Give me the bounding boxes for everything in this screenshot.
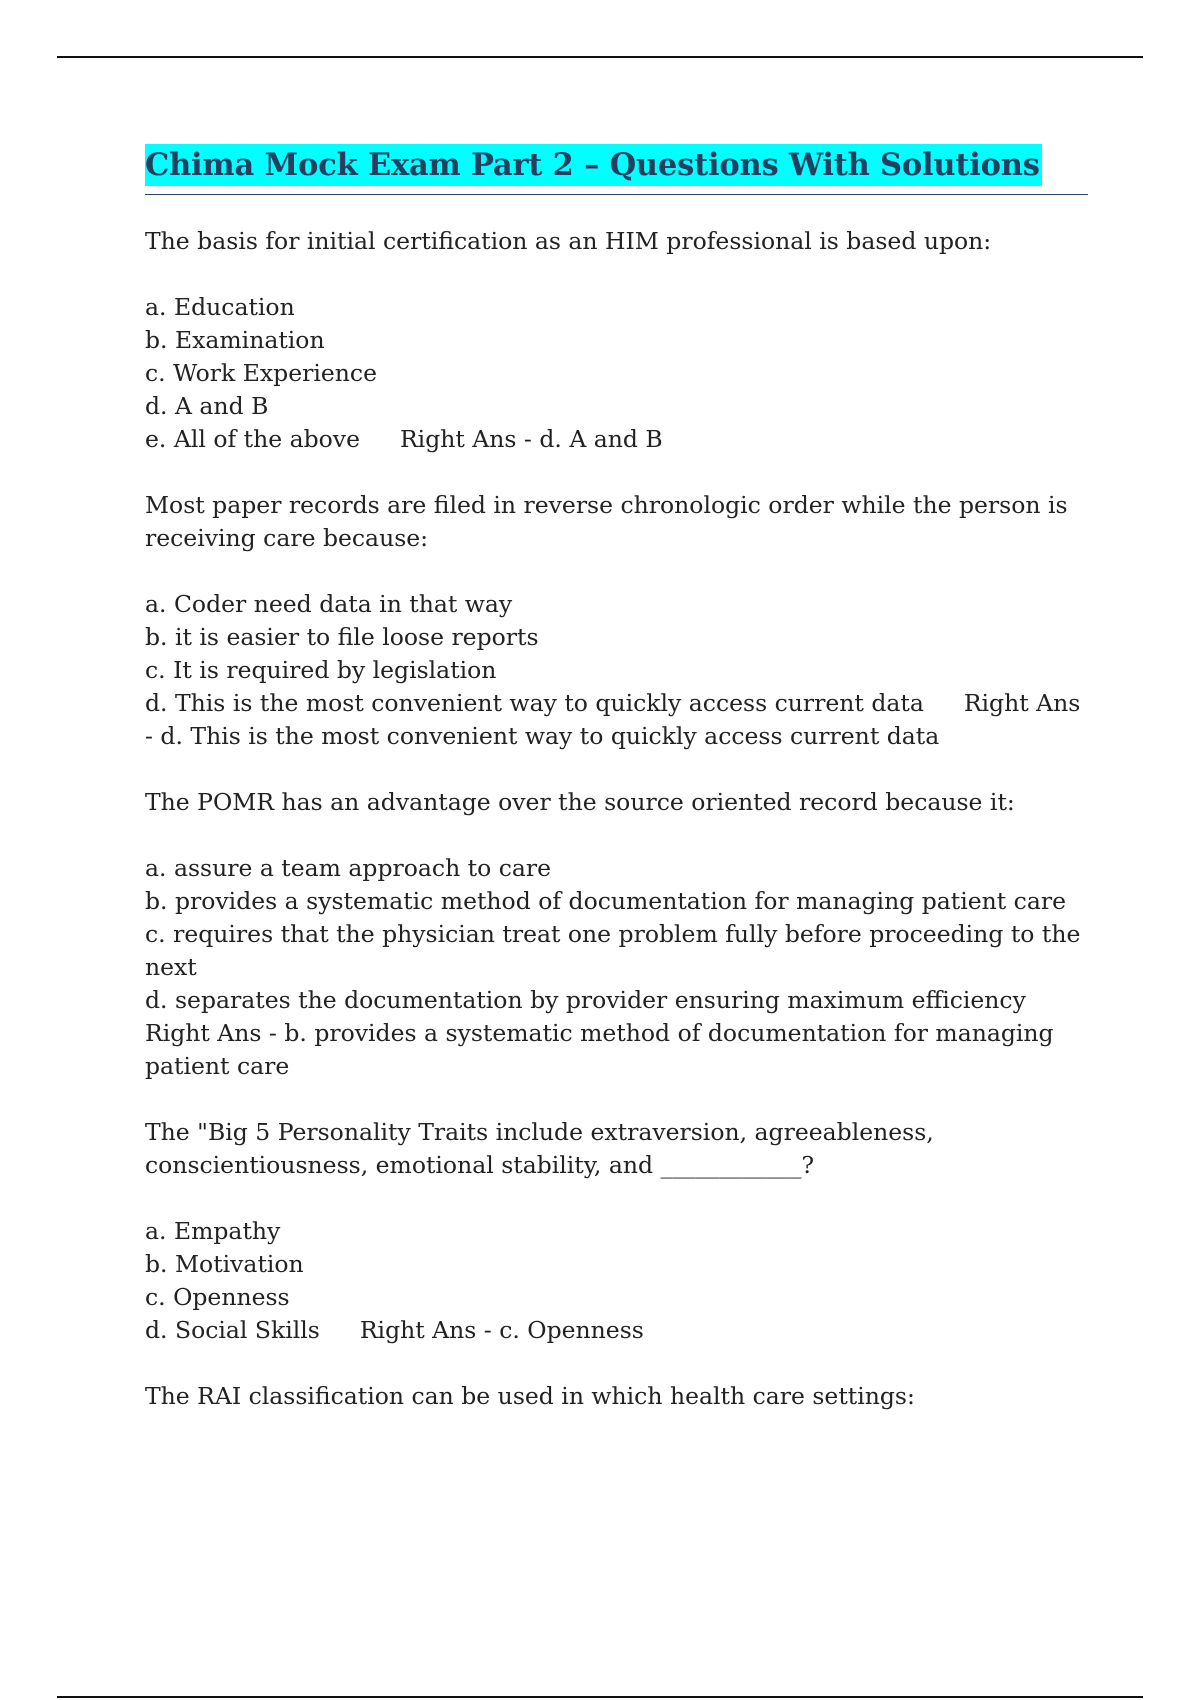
answer-text: - d. This is the most convenient way to quickly access current data xyxy=(145,722,940,750)
option-item: a. Empathy xyxy=(145,1217,281,1245)
option-item: b. provides a systematic method of documentation for managing patient care xyxy=(145,887,1066,915)
option-item-with-answer xyxy=(145,687,1088,720)
question-line: receiving care because: xyxy=(145,524,429,552)
option-item-with-answer xyxy=(145,423,1088,456)
question-5-text: The RAI classification can be used in which health care settings: xyxy=(145,1382,915,1410)
answer-text: Right Ans - c. Openness xyxy=(359,1316,644,1344)
question-line: Most paper records are filed in reverse chronologic order while the person is xyxy=(145,491,1068,519)
question-2-text xyxy=(145,489,1088,555)
option-item: c. It is required by legislation xyxy=(145,656,497,684)
question-1-options xyxy=(145,291,1088,456)
option-item: c. requires that the physician treat one problem fully before proceeding to the xyxy=(145,920,1081,948)
option-item: d. Social Skills xyxy=(145,1316,320,1344)
question-4-options xyxy=(145,1215,1088,1347)
answer-text: Right Ans - b. provides a systematic method of documentation for managing xyxy=(145,1019,1054,1047)
document-body xyxy=(145,144,1088,1446)
option-item: b. it is easier to file loose reports xyxy=(145,623,539,651)
question-3-text: The POMR has an advantage over the source oriented record because it: xyxy=(145,788,1015,816)
option-item: b. Examination xyxy=(145,326,325,354)
option-item: d. A and B xyxy=(145,392,269,420)
question-line: The "Big 5 Personality Traits include extraversion, agreeableness, xyxy=(145,1118,934,1146)
question-1-text: The basis for initial certification as an HIM professional is based upon: xyxy=(145,227,992,255)
option-item: next xyxy=(145,953,197,981)
option-item: c. Openness xyxy=(145,1283,290,1311)
question-4-text xyxy=(145,1116,1088,1182)
answer-text: patient care xyxy=(145,1052,290,1080)
page-title: Chima Mock Exam Part 2 – Questions With Solutions xyxy=(145,144,1042,186)
option-item: e. All of the above xyxy=(145,425,360,453)
answer-text: Right Ans xyxy=(963,689,1081,717)
question-line: conscientiousness, emotional stability, and ____________? xyxy=(145,1151,815,1179)
footer-rule xyxy=(57,1696,1143,1698)
answer-text: Right Ans - d. A and B xyxy=(399,425,663,453)
option-item: d. This is the most convenient way to quickly access current data xyxy=(145,689,924,717)
option-item: a. Coder need data in that way xyxy=(145,590,513,618)
question-3-options xyxy=(145,852,1088,1083)
header-rule xyxy=(57,56,1143,58)
option-item: c. Work Experience xyxy=(145,359,377,387)
option-item: d. separates the documentation by provider ensuring maximum efficiency xyxy=(145,986,1026,1014)
option-item-with-answer xyxy=(145,1314,1088,1347)
title-block xyxy=(145,144,1088,195)
option-item: b. Motivation xyxy=(145,1250,304,1278)
option-item: a. assure a team approach to care xyxy=(145,854,552,882)
question-2-options xyxy=(145,588,1088,753)
option-item: a. Education xyxy=(145,293,295,321)
